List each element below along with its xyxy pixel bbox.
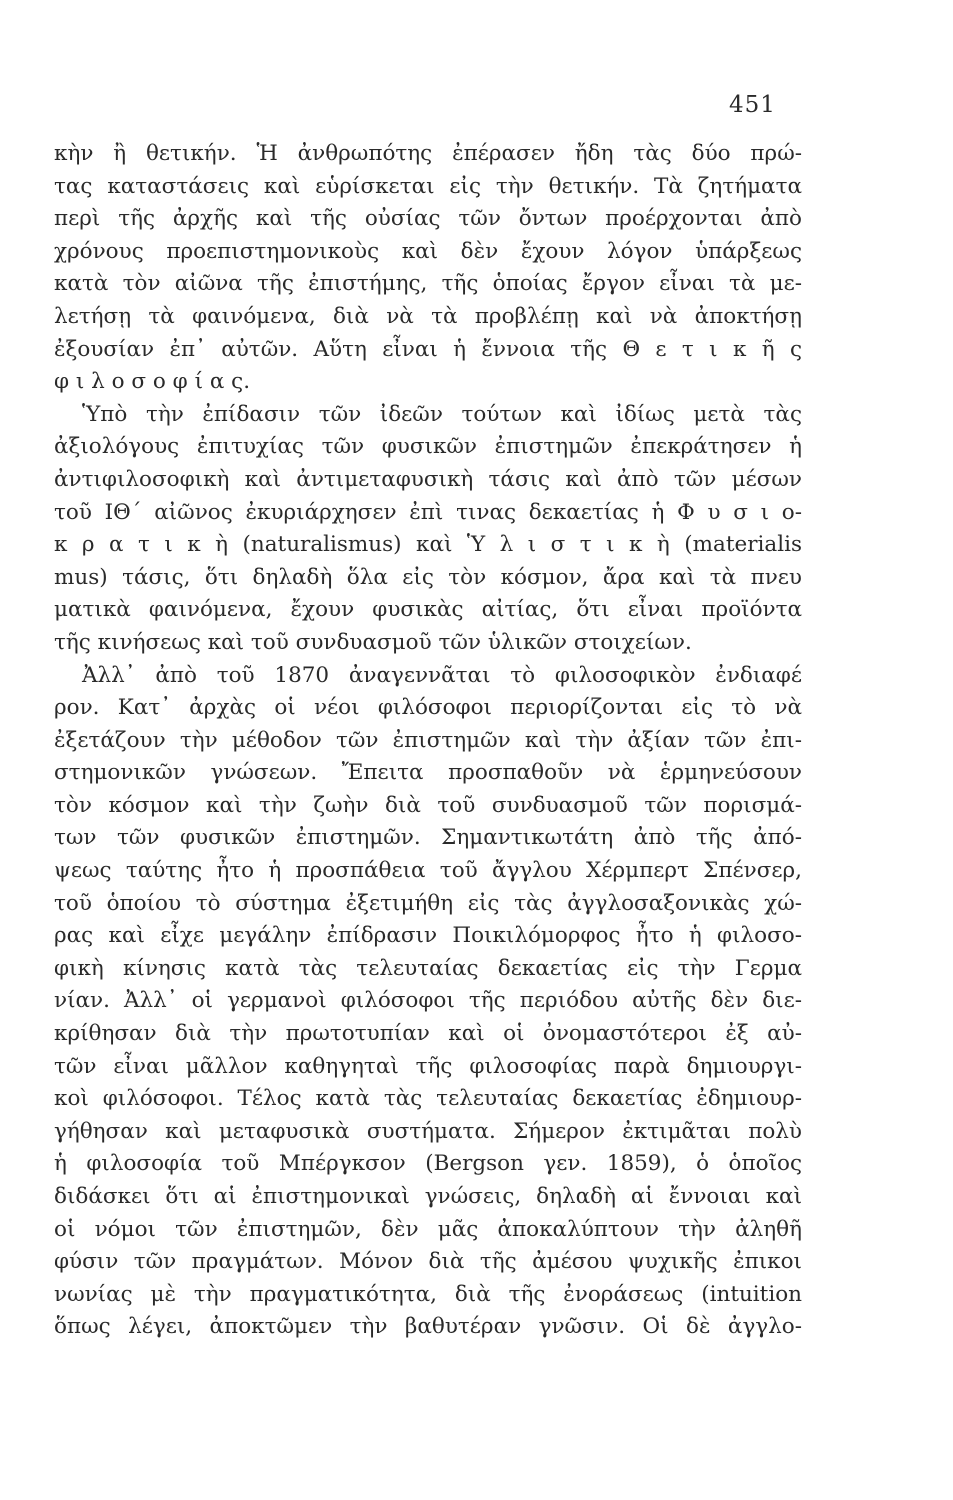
text-line: τῶν εἶναι μᾶλλον καθηγηταὶ τῆς φιλοσοφίας παρὰ δημιουργι- (54, 1053, 802, 1079)
text-line: τὸν κόσμον καὶ τὴν ζωὴν διὰ τοῦ συνδυασμοῦ τῶν πορισμά- (54, 792, 802, 818)
text-line: ἀξιολόγους ἐπιτυχίας τῶν φυσικῶν ἐπιστημῶν ἐπεκράτησεν ἡ (54, 434, 802, 460)
text-line: Ἀλλ᾽ ἀπὸ τοῦ 1870 ἀναγεννᾶται τὸ φιλοσοφικὸν ἐνδιαφέ (82, 662, 802, 688)
text-line: περὶ τῆς ἀρχῆς καὶ τῆς οὐσίας τῶν ὄντων προέρχονται ἀπὸ (54, 206, 802, 232)
text-line: τῆς κινήσεως καὶ τοῦ συνδυασμοῦ τῶν ὑλικῶν στοιχείων. (54, 629, 692, 655)
text-line: κρίθησαν διὰ τὴν πρωτοτυπίαν καὶ οἱ ὀνομαστότεροι ἐξ αὐ- (54, 1021, 802, 1047)
text-line: λετήσῃ τὰ φαινόμενα, διὰ νὰ τὰ προβλέπῃ καὶ νὰ ἀποκτήσῃ (54, 303, 802, 329)
text-line: ὅπως λέγει, ἀποκτῶμεν τὴν βαθυτέραν γνῶσιν. Οἱ δὲ ἀγγλο- (54, 1314, 802, 1340)
text-line: χρόνους προεπιστημονικοὺς καὶ δὲν ἔχουν λόγον ὑπάρξεως (54, 238, 802, 264)
text-line: ρας καὶ εἶχε μεγάλην ἐπίδρασιν Ποικιλόμορφος ἦτο ἡ φιλοσο- (54, 923, 802, 949)
text-line: φ ι λ ο σ ο φ ί α ς. (54, 369, 251, 395)
text-line: κατὰ τὸν αἰῶνα τῆς ἐπιστήμης, τῆς ὁποίας ἔργον εἶναι τὰ με- (54, 271, 802, 297)
text-line: κὴν ἢ θετικήν. Ἡ ἀνθρωπότης ἐπέρασεν ἤδη τὰς δύο πρώ- (54, 141, 802, 166)
text-line: ἐξουσίαν ἐπ᾽ αὐτῶν. Αὕτη εἶναι ἡ ἔννοια τῆς Θ ε τ ι κ ῆ ς (54, 336, 802, 362)
text-line: ψεως ταύτης ἦτο ἡ προσπάθεια τοῦ ἄγγλου Χέρμπερτ Σπένσερ, (54, 858, 802, 884)
body-text (54, 138, 802, 1344)
text-line: διδάσκει ὅτι αἱ ἐπιστημονικαὶ γνώσεις, δηλαδὴ αἱ ἔννοιαι καὶ (54, 1184, 802, 1209)
page-number: 451 (729, 92, 776, 118)
text-line: τας καταστάσεις καὶ εὑρίσκεται εἰς τὴν θετικήν. Τὰ ζητήματα (54, 173, 802, 199)
text-line: τοῦ ΙΘ´ αἰῶνος ἐκυριάρχησεν ἐπὶ τινας δεκαετίας ἡ Φ υ σ ι ο- (54, 499, 802, 525)
text-line: φύσιν τῶν πραγμάτων. Μόνον διὰ τῆς ἀμέσου ψυχικῆς ἐπικοι (54, 1249, 802, 1275)
text-line: mus) τάσις, ὅτι δηλαδὴ ὅλα εἰς τὸν κόσμον, ἄρα καὶ τὰ πνευ (54, 564, 802, 590)
text-line: κ ρ α τ ι κ ὴ (naturalismus) καὶ Ὑ λ ι σ τ ι κ ὴ (materialis (54, 532, 802, 558)
text-line: ἐξετάζουν τὴν μέθοδον τῶν ἐπιστημῶν καὶ τὴν ἀξίαν τῶν ἐπι- (54, 727, 802, 753)
text-line: νίαν. Ἀλλ᾽ οἱ γερμανοὶ φιλόσοφοι τῆς περιόδου αὐτῆς δὲν διε- (54, 988, 802, 1014)
text-line: στημονικῶν γνώσεων. Ἔπειτα προσπαθοῦν νὰ ἑρμηνεύσουν (54, 760, 802, 786)
text-line: των τῶν φυσικῶν ἐπιστημῶν. Σημαντικωτάτη ἀπὸ τῆς ἀπό- (54, 825, 802, 851)
text-line: νωνίας μὲ τὴν πραγματικότητα, διὰ τῆς ἐνοράσεως (intuition (54, 1281, 802, 1307)
text-line: κοὶ φιλόσοφοι. Τέλος κατὰ τὰς τελευταίας δεκαετίας ἐδημιουρ- (54, 1086, 802, 1112)
text-line: ρον. Κατ᾽ ἀρχὰς οἱ νέοι φιλόσοφοι περιορίζονται εἰς τὸ νὰ (54, 695, 802, 721)
text-line: τοῦ ὁποίου τὸ σύστημα ἐξετιμήθη εἰς τὰς ἀγγλοσαξονικὰς χώ- (54, 890, 802, 916)
text-line: Ὑπὸ τὴν ἐπίδασιν τῶν ἰδεῶν τούτων καὶ ἰδίως μετὰ τὰς (82, 401, 802, 427)
text-line: ματικὰ φαινόμενα, ἔχουν φυσικὰς αἰτίας, ὅτι εἶναι προϊόντα (54, 597, 802, 623)
text-line: οἱ νόμοι τῶν ἐπιστημῶν, δὲν μᾶς ἀποκαλύπτουν τὴν ἀληθῆ (54, 1216, 802, 1242)
text-line: φικὴ κίνησις κατὰ τὰς τελευταίας δεκαετίας εἰς τὴν Γερμα (54, 955, 802, 981)
text-line: γήθησαν καὶ μεταφυσικὰ συστήματα. Σήμερον ἐκτιμᾶται πολὺ (54, 1118, 802, 1144)
text-line: ἡ φιλοσοφία τοῦ Μπέργκσον (Bergson γεν. 1859), ὁ ὁποῖος (54, 1151, 802, 1177)
text-line: ἀντιφιλοσοφικὴ καὶ ἀντιμεταφυσικὴ τάσις καὶ ἀπὸ τῶν μέσων (54, 466, 802, 492)
